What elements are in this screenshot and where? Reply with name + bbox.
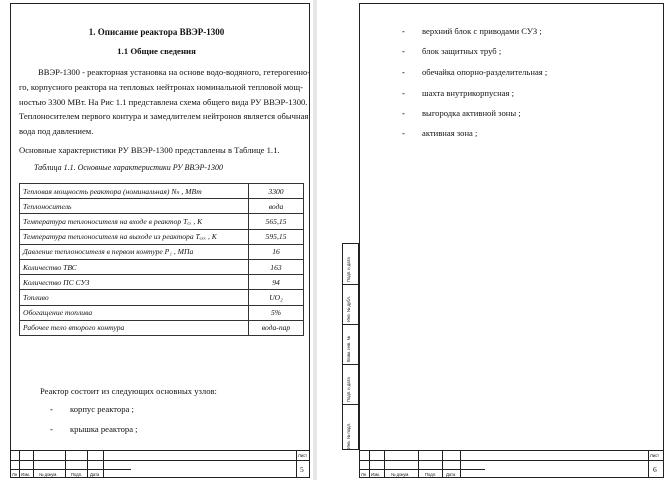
tb-label-change: Изм.: [21, 472, 30, 477]
list-item: - верхний блок с приводами СУЗ ;: [402, 26, 542, 36]
param-cell: Топливо: [20, 290, 249, 305]
tb-sheet-label: Лист: [650, 453, 660, 458]
table-row: [20, 214, 304, 229]
param-cell: Количество ТВС: [20, 259, 249, 274]
value-cell: UO₂: [249, 290, 304, 305]
list-item: - крышка реактора ;: [50, 424, 138, 434]
value-cell: 595,15: [249, 229, 304, 244]
intro-line-4: Теплоносителем первого контура и замедлителем нейтронов является обычная: [19, 111, 309, 121]
param-cell: Температура теплоносителя на выходе из реактора Tₑₓₓ , К: [20, 229, 249, 244]
tb-label-lines: Лн: [12, 472, 18, 477]
page-number: 5: [300, 465, 304, 474]
list-item: - обечайка опорно-разделительная ;: [402, 67, 548, 77]
table-row: [20, 184, 304, 199]
list-item: - выгородка активной зоны ;: [402, 108, 521, 118]
tb-label-sign: Подп.: [71, 472, 83, 477]
page-number: 6: [653, 465, 657, 474]
param-cell: Температура теплоносителя на входе в реактор Tₑₓ , К: [20, 214, 249, 229]
strip-label-orig-inv: Инв. № подл.: [346, 422, 351, 449]
value-cell: 3300: [249, 184, 304, 199]
tb-sheet-label: Лист: [298, 453, 308, 458]
strip-label-replace-inv: Взам. инв. №: [346, 336, 351, 362]
table-row: [20, 320, 304, 335]
table-row: [20, 199, 304, 214]
list-item: - корпус реактора ;: [50, 404, 134, 414]
table-caption: Таблица 1.1. Основные характеристики РУ ВВЭР-1300: [34, 163, 224, 172]
list-item: - активная зона ;: [402, 128, 478, 138]
tb-label-lines: Лн: [361, 472, 367, 477]
tb-label-change: Изм.: [371, 472, 380, 477]
table-intro: Основные характеристики РУ ВВЭР-1300 представлены в Таблице 1.1.: [19, 145, 280, 155]
strip-label-sign-date-2: Подп. и дата: [346, 377, 351, 402]
intro-line-5: вода под давлением.: [19, 126, 94, 136]
param-cell: Обогащение топлива: [20, 305, 249, 320]
value-cell: 565,15: [249, 214, 304, 229]
value-cell: 94: [249, 275, 304, 290]
table-row: [20, 275, 304, 290]
strip-label-sign-date: Подп. и дата: [346, 257, 351, 282]
table-row: [20, 259, 304, 274]
tb-label-doc: № докум.: [391, 472, 410, 477]
tb-label-sign: Подп.: [425, 472, 437, 477]
intro-line-3: ностью 3300 МВт. На Рис 1.1 представлена схема общего вида РУ ВВЭР-1300.: [19, 97, 308, 107]
table-row: [20, 229, 304, 244]
list-item: - блок защитных труб ;: [402, 46, 502, 56]
value-cell: вода: [249, 199, 304, 214]
value-cell: 163: [249, 259, 304, 274]
nodes-intro: Реактор состоит из следующих основных узлов:: [40, 386, 217, 396]
tb-label-date: Дата: [446, 472, 456, 477]
param-cell: Рабочее тело второго контура: [20, 320, 249, 335]
param-cell: Теплоноситель: [20, 199, 249, 214]
param-cell: Тепловая мощность реактора (номинальная) Nₙ , МВт: [20, 184, 249, 199]
table-row: [20, 305, 304, 320]
param-cell: Количество ПС СУЗ: [20, 275, 249, 290]
value-cell: вода-пар: [249, 320, 304, 335]
subsection-heading: 1.1 Общие сведения: [117, 46, 196, 56]
tb-label-date: Дата: [90, 472, 100, 477]
value-cell: 16: [249, 244, 304, 259]
tb-label-doc: № докум.: [39, 472, 58, 477]
list-item: - шахта внутрикорпусная ;: [402, 88, 514, 98]
strip-label-dup-inv: Инв. № дубл.: [346, 296, 351, 322]
document-page-6: [317, 0, 666, 480]
param-cell: Давление теплоносителя в первом контуре P₁ , МПа: [20, 244, 249, 259]
side-strip: [342, 243, 359, 450]
section-heading: 1. Описание реактора ВВЭР-1300: [88, 27, 225, 37]
table-row: [20, 244, 304, 259]
title-block: [359, 450, 664, 478]
characteristics-table: [19, 183, 304, 336]
document-page-5: [0, 0, 313, 480]
title-block: [10, 450, 310, 478]
value-cell: 5%: [249, 305, 304, 320]
intro-line-1: ВВЭР-1300 - реакторная установка на основе водо-водяного, гетерогенно-: [38, 67, 311, 77]
table-row: [20, 290, 304, 305]
intro-line-2: го, корпусного реактора на тепловых нейтронах номинальной тепловой мощ-: [19, 82, 303, 92]
